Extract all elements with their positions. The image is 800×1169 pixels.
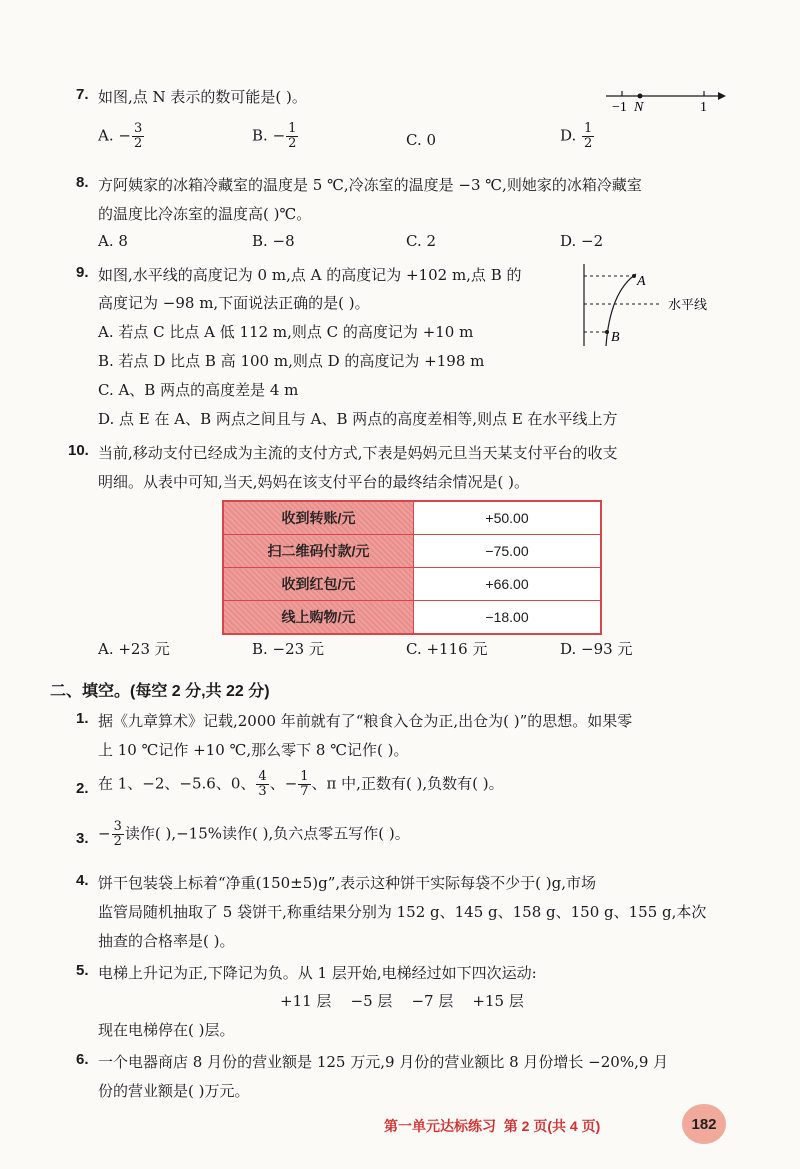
table-label-cell: 扫二维码付款/元 (223, 535, 414, 568)
footer-text: 第一单元达标练习 第 2 页(共 4 页) (384, 1118, 601, 1134)
arrow-right-icon (718, 92, 726, 100)
q10-option-b[interactable]: B. −23 元 (252, 640, 324, 658)
table-row (223, 535, 601, 568)
f2-line: 在 1、−2、−5.6、0、 $\frac{4}{3}$ 、− $\frac{1}{7}$ 、π 中,正数有( ),负数有( )。 (98, 769, 504, 799)
q10-option-c[interactable]: C. +116 元 (406, 640, 488, 658)
q10-option-a[interactable]: A. +23 元 (98, 640, 170, 658)
f5-number: 5. (76, 962, 89, 979)
label-b: B (611, 330, 620, 345)
f4-line2: 监管局随机抽取了 5 袋饼干,称重结果分别为 152 g、145 g、158 g、150 g、155 g,本次 (98, 903, 707, 921)
q9-option-a[interactable]: A. 若点 C 比点 A 低 112 m,则点 C 的高度记为 +10 m (98, 323, 474, 341)
table-value-cell: +66.00 (414, 568, 602, 601)
point-b-dot (605, 330, 609, 334)
f2-number: 2. (76, 780, 89, 797)
f6-line1: 一个电器商店 8 月份的营业额是 125 万元,9 月份的营业额比 8 月份增长 −20%,9 月 (98, 1053, 669, 1071)
q10-line1: 当前,移动支付已经成为主流的支付方式,下表是妈妈元旦当天某支付平台的收支 (98, 444, 618, 462)
table-label-cell: 线上购物/元 (223, 601, 414, 635)
f4-line1: 饼干包装袋上标着“净重(150±5)g”,表示这种饼干实际每袋不少于( )g,市场 (98, 874, 596, 892)
q7-option-c[interactable]: C. 0 (406, 131, 437, 149)
point-a-dot (632, 274, 636, 278)
q9-option-c[interactable]: C. A、B 两点的高度差是 4 m (98, 381, 299, 399)
q8-option-a[interactable]: A. 8 (98, 232, 128, 250)
f5-line3: 现在电梯停在( )层。 (98, 1021, 235, 1039)
table-row (223, 568, 601, 601)
page-number-badge: 182 (682, 1104, 726, 1144)
section-title: 二、填空。(每空 2 分,共 22 分) (50, 683, 270, 700)
table-label-cell: 收到红包/元 (223, 568, 414, 601)
f6-number: 6. (76, 1051, 89, 1068)
q10-number: 10. (68, 442, 89, 459)
q7-number-line (600, 84, 730, 116)
q7-text: 如图,点 N 表示的数可能是( )。 (98, 88, 307, 106)
q9-option-b[interactable]: B. 若点 D 比点 B 高 100 m,则点 D 的高度记为 +198 m (98, 352, 485, 370)
numberline-left-label: −1 (612, 100, 627, 115)
q8-number: 8. (76, 174, 89, 191)
payment-table (222, 500, 602, 635)
table-row (223, 601, 601, 635)
f1-number: 1. (76, 710, 89, 727)
f5-line1: 电梯上升记为正,下降记为负。从 1 层开始,电梯经过如下四次运动: (98, 964, 537, 982)
table-label-cell: 收到转账/元 (223, 501, 414, 535)
f4-number: 4. (76, 872, 89, 889)
q7-option-a[interactable]: A. − $\frac{3}{2}$ (98, 121, 143, 151)
table-value-cell: +50.00 (414, 501, 602, 535)
f6-line2: 份的营业额是( )万元。 (98, 1082, 250, 1100)
q10-line2: 明细。从表中可知,当天,妈妈在该支付平台的最终结余情况是( )。 (98, 473, 530, 491)
q7-option-d[interactable]: D. $\frac{1}{2}$ (560, 121, 593, 151)
point-n-dot (638, 94, 643, 99)
label-a: A (637, 274, 646, 289)
q8-option-d[interactable]: D. −2 (560, 232, 604, 250)
q9-number: 9. (76, 264, 89, 281)
q9-height-figure (576, 262, 726, 348)
table-row (223, 501, 601, 535)
f3-line: − $\frac{3}{2}$ 读作( ),−15%读作( ),负六点零五写作( )。 (98, 819, 410, 849)
q8-line2: 的温度比冷冻室的温度高( )℃。 (98, 205, 312, 223)
f1-line1: 据《九章算术》记载,2000 年前就有了“粮食入仓为正,出仓为( )”的思想。如果零 (98, 712, 633, 730)
table-value-cell: −18.00 (414, 601, 602, 635)
q10-option-d[interactable]: D. −93 元 (560, 640, 633, 658)
label-horizontal-line: 水平线 (668, 298, 708, 313)
q8-option-c[interactable]: C. 2 (406, 232, 437, 250)
numberline-point-label: N (634, 100, 644, 115)
q9-option-d[interactable]: D. 点 E 在 A、B 两点之间且与 A、B 两点的高度差相等,则点 E 在水平线上方 (98, 410, 618, 428)
q7-option-b[interactable]: B. − $\frac{1}{2}$ (252, 121, 297, 151)
table-value-cell: −75.00 (414, 535, 602, 568)
q7-number: 7. (76, 86, 89, 103)
q8-option-b[interactable]: B. −8 (252, 232, 295, 250)
q9-line2: 高度记为 −98 m,下面说法正确的是( )。 (98, 294, 370, 312)
f3-number: 3. (76, 830, 89, 847)
q9-line1: 如图,水平线的高度记为 0 m,点 A 的高度记为 +102 m,点 B 的 (98, 266, 522, 284)
f5-moves: +11 层 −5 层 −7 层 +15 层 (280, 992, 524, 1010)
f1-line2: 上 10 ℃记作 +10 ℃,那么零下 8 ℃记作( )。 (98, 741, 409, 759)
numberline-right-label: 1 (700, 100, 707, 115)
q8-line1: 方阿姨家的冰箱冷藏室的温度是 5 ℃,冷冻室的温度是 −3 ℃,则她家的冰箱冷藏室 (98, 176, 642, 194)
f4-line3: 抽查的合格率是( )。 (98, 932, 235, 950)
